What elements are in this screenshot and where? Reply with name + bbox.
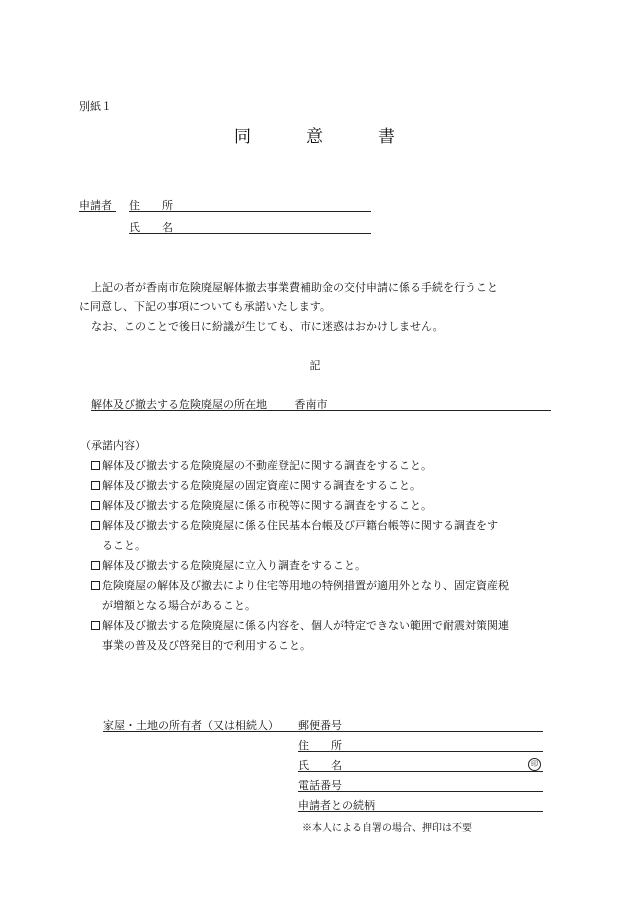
consent-item-text: 解体及び撤去する危険廃屋に係る住民基本台帳及び戸籍台帳等に関する調査をす	[102, 519, 498, 532]
owner-name-label: 氏 名	[298, 759, 342, 772]
applicant-address-label: 住 所	[129, 199, 173, 212]
consent-item-text: 危険廃屋の解体及び撤去により住宅等用地の特例措置が適用外となり、固定資産税	[102, 579, 509, 592]
owner-name-row[interactable]	[298, 757, 543, 772]
body-line-1: 上記の者が香南市危険廃屋解体撤去事業費補助金の交付申請に係る手続を行うこと	[91, 281, 498, 294]
consent-item-text: 解体及び撤去する危険廃屋の固定資産に関する調査をすること。	[102, 479, 421, 492]
owner-relation-label: 申請者との続柄	[298, 799, 375, 812]
ki-label: 記	[309, 359, 321, 372]
consent-item	[91, 477, 421, 493]
document-title: 同 意 書	[234, 127, 396, 147]
applicant-name-label: 氏 名	[129, 221, 173, 234]
checkbox-icon[interactable]	[91, 581, 100, 590]
checkbox-icon[interactable]	[91, 501, 100, 510]
consent-item-text: 解体及び撤去する危険廃屋に係る市税等に関する調査をすること。	[102, 499, 432, 512]
applicant-name-row[interactable]	[129, 219, 371, 234]
owner-postal-label: 郵便番号	[298, 719, 342, 732]
owner-label-underline	[103, 731, 298, 732]
consent-item	[91, 557, 366, 573]
consent-item-text: 解体及び撤去する危険廃屋に係る内容を、個人が特定できない範囲で耐震対策関連	[102, 619, 509, 632]
applicant-label-underline	[79, 211, 116, 212]
consent-item-continuation: が増額となる場合があること。	[102, 599, 256, 612]
consent-item	[91, 517, 498, 533]
consent-item-continuation: ること。	[102, 539, 146, 552]
owner-phone-row[interactable]	[298, 777, 543, 792]
seal-icon: 印	[528, 758, 541, 771]
location-city: 香南市	[294, 398, 328, 411]
owner-postal-row[interactable]	[298, 717, 543, 732]
checkbox-icon[interactable]	[91, 621, 100, 630]
owner-phone-label: 電話番号	[298, 779, 342, 792]
body-line-2: に同意し、下記の事項についても承諾いたします。	[79, 300, 331, 313]
location-label: 解体及び撤去する危険廃屋の所在地	[91, 398, 267, 411]
location-row[interactable]	[91, 396, 551, 411]
body-line-3: なお、このことで後日に紛議が生じても、市に迷惑はおかけしません。	[91, 320, 444, 333]
consent-item-text: 解体及び撤去する危険廃屋の不動産登記に関する調査をすること。	[102, 459, 432, 472]
consent-item	[91, 457, 432, 473]
owner-address-row[interactable]	[298, 737, 543, 752]
checkbox-icon[interactable]	[91, 521, 100, 530]
consent-item	[91, 577, 509, 593]
checkbox-icon[interactable]	[91, 561, 100, 570]
owner-address-label: 住 所	[298, 739, 342, 752]
consent-item-text: 解体及び撤去する危険廃屋に立入り調査をすること。	[102, 559, 366, 572]
consent-heading: （承諾内容）	[80, 439, 146, 452]
applicant-label: 申請者	[79, 199, 112, 212]
checkbox-icon[interactable]	[91, 481, 100, 490]
consent-item	[91, 617, 509, 633]
checkbox-icon[interactable]	[91, 461, 100, 470]
owner-note: ※本人による自署の場合、押印は不要	[302, 823, 472, 834]
owner-relation-row[interactable]	[298, 797, 543, 812]
consent-item-continuation: 事業の普及及び啓発目的で利用すること。	[102, 639, 311, 652]
owner-label: 家屋・土地の所有者（又は相続人）	[103, 719, 279, 732]
attachment-label: 別紙１	[79, 100, 112, 113]
applicant-address-row[interactable]	[129, 197, 371, 212]
consent-item	[91, 497, 432, 513]
